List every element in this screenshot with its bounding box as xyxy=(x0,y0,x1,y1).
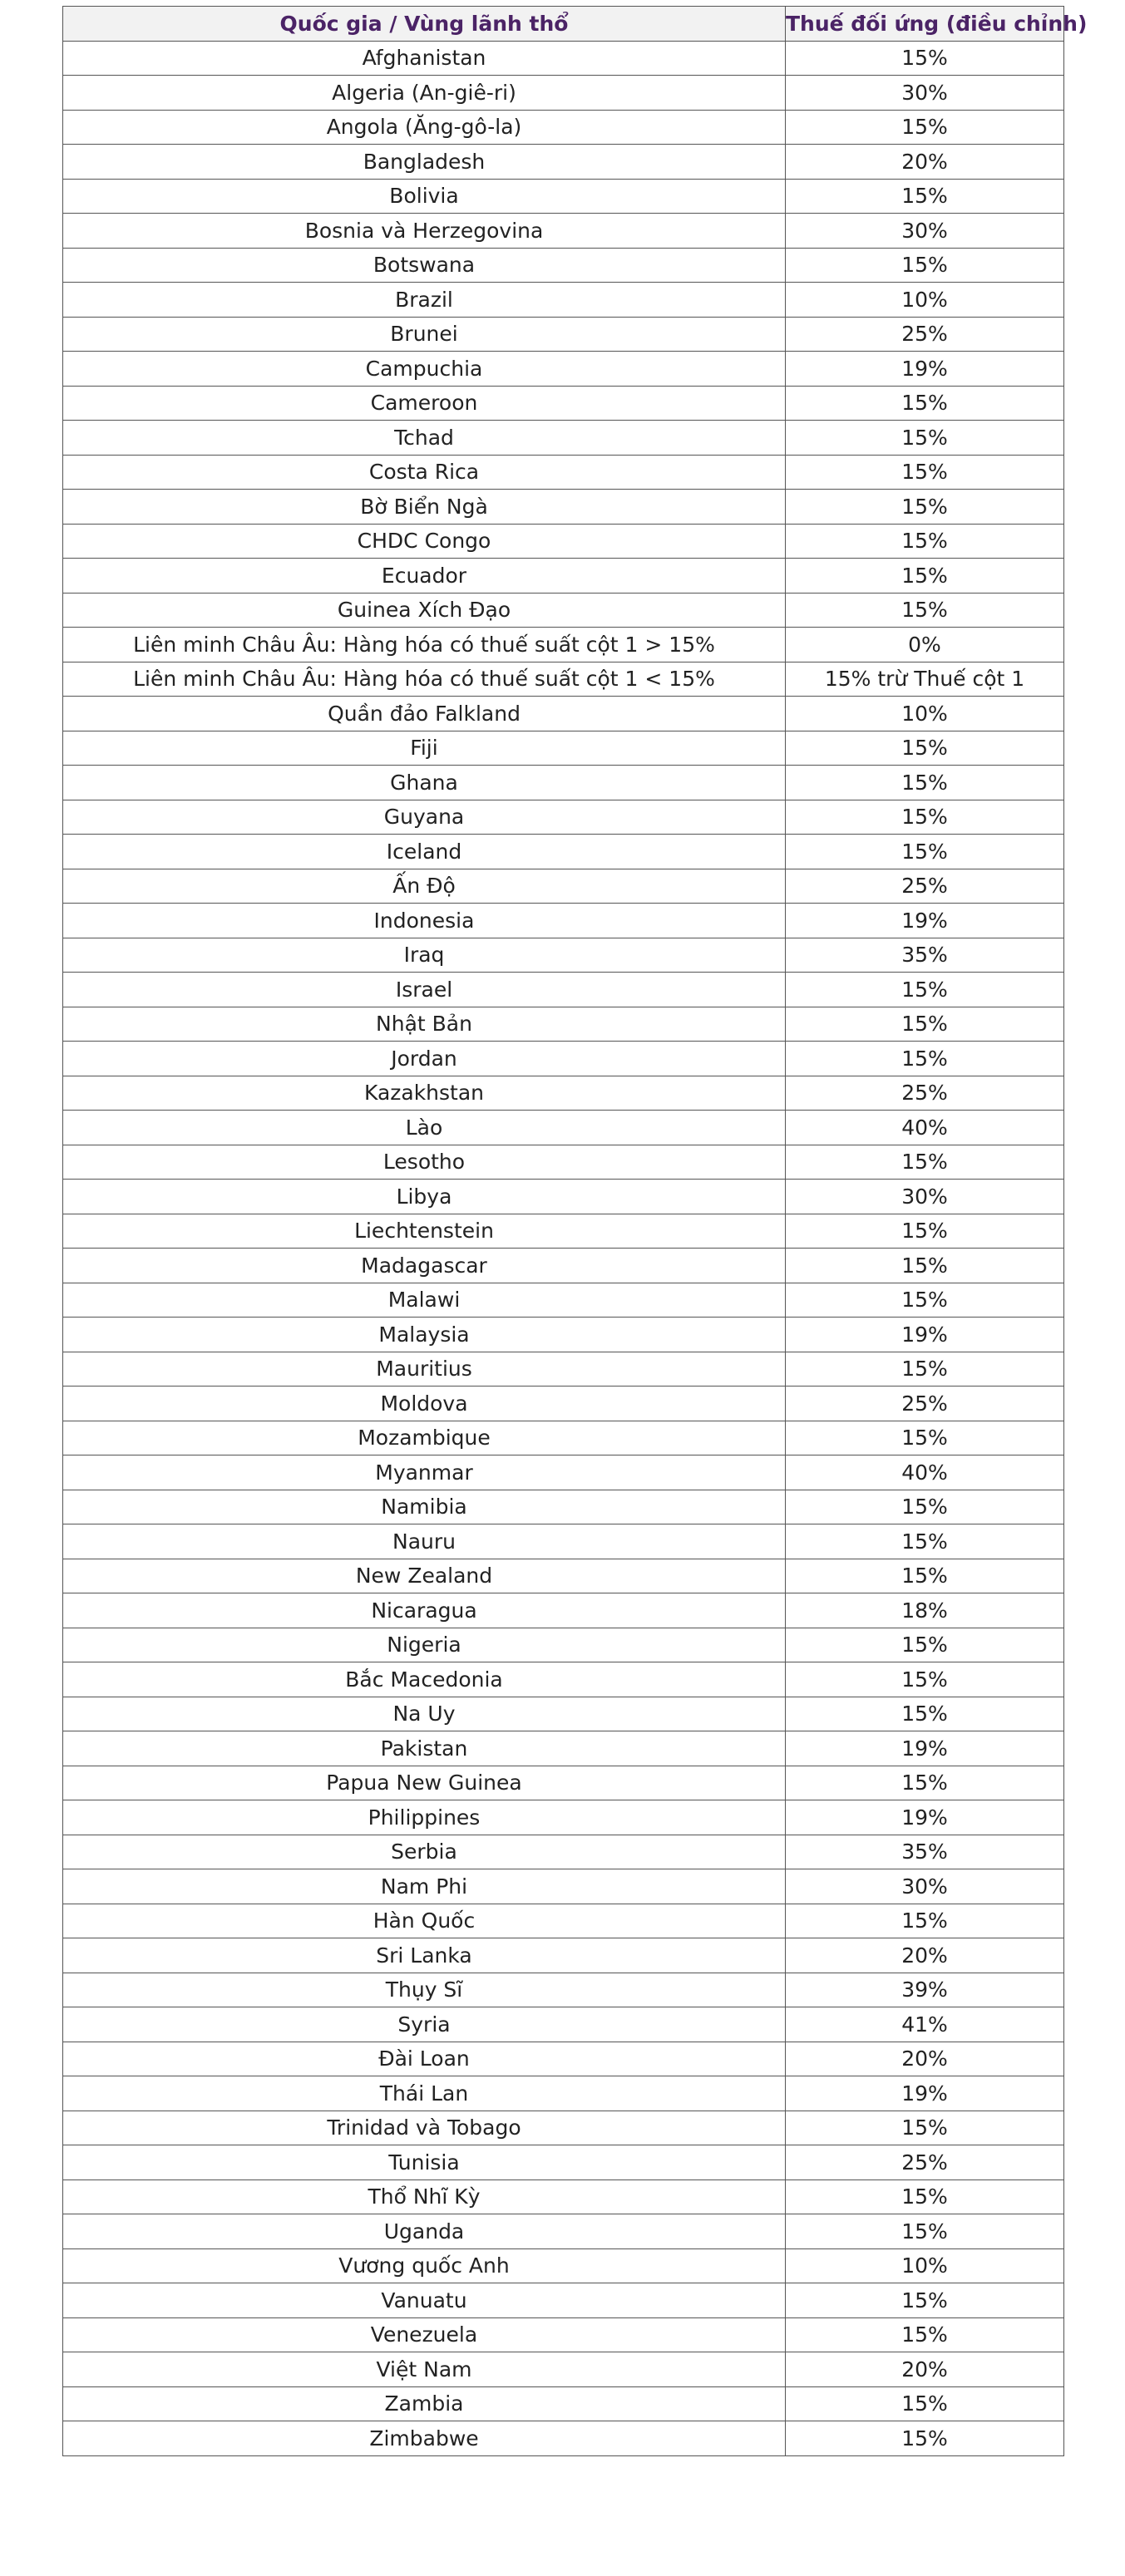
tariff-cell: 30% xyxy=(786,214,1064,249)
country-cell: Venezuela xyxy=(63,2317,786,2352)
tariff-cell: 15% xyxy=(786,1559,1064,1593)
tariff-cell: 25% xyxy=(786,317,1064,352)
tariff-cell: 15% xyxy=(786,731,1064,766)
country-cell: Malaysia xyxy=(63,1318,786,1352)
table-row xyxy=(63,593,1064,628)
country-cell: Quần đảo Falkland xyxy=(63,697,786,731)
country-cell: Campuchia xyxy=(63,352,786,387)
table-row xyxy=(63,697,1064,731)
country-cell: Trinidad và Tobago xyxy=(63,2111,786,2145)
table-row xyxy=(63,904,1064,938)
column-header-country: Quốc gia / Vùng lãnh thổ xyxy=(63,7,786,42)
table-row xyxy=(63,1973,1064,2007)
tariff-cell: 15% xyxy=(786,248,1064,283)
tariff-cell: 41% xyxy=(786,2007,1064,2042)
tariff-cell: 15% xyxy=(786,490,1064,525)
country-cell: Serbia xyxy=(63,1835,786,1869)
tariff-cell: 40% xyxy=(786,1111,1064,1145)
tariff-cell: 19% xyxy=(786,1318,1064,1352)
country-cell: Bosnia và Herzegovina xyxy=(63,214,786,249)
table-row xyxy=(63,1869,1064,1904)
tariff-cell: 15% xyxy=(786,973,1064,1007)
table-row xyxy=(63,1283,1064,1318)
table-row xyxy=(63,455,1064,490)
tariff-cell: 15% xyxy=(786,835,1064,869)
country-cell: Guinea Xích Đạo xyxy=(63,593,786,628)
table-row xyxy=(63,1938,1064,1973)
table-row xyxy=(63,1076,1064,1111)
tariff-cell: 15% xyxy=(786,1249,1064,1283)
table-row xyxy=(63,41,1064,76)
country-cell: Costa Rica xyxy=(63,455,786,490)
table-row xyxy=(63,1421,1064,1455)
country-cell: Vanuatu xyxy=(63,2283,786,2318)
tariff-cell: 15% xyxy=(786,1042,1064,1076)
tariff-cell: 15% xyxy=(786,1697,1064,1731)
country-cell: Madagascar xyxy=(63,1249,786,1283)
tariff-cell: 15% xyxy=(786,800,1064,835)
table-row xyxy=(63,2283,1064,2318)
tariff-cell: 15% xyxy=(786,1007,1064,1042)
tariff-cell: 0% xyxy=(786,628,1064,662)
country-cell: Myanmar xyxy=(63,1455,786,1490)
table-row xyxy=(63,352,1064,387)
tariff-cell: 15% xyxy=(786,2386,1064,2421)
table-row xyxy=(63,1559,1064,1593)
tariff-cell: 15% xyxy=(786,421,1064,456)
table-row xyxy=(63,1524,1064,1559)
table-row xyxy=(63,490,1064,525)
table-row xyxy=(63,559,1064,594)
country-cell: Nam Phi xyxy=(63,1869,786,1904)
tariff-cell: 15% xyxy=(786,2421,1064,2456)
country-cell: Brazil xyxy=(63,283,786,318)
country-cell: Lào xyxy=(63,1111,786,1145)
country-cell: Zimbabwe xyxy=(63,2421,786,2456)
country-cell: Angola (Ăng-gô-la) xyxy=(63,110,786,145)
country-cell: Việt Nam xyxy=(63,2352,786,2387)
country-cell: Bangladesh xyxy=(63,145,786,180)
tariff-cell: 15% xyxy=(786,766,1064,800)
table-row xyxy=(63,1731,1064,1766)
table-row xyxy=(63,1387,1064,1421)
tariff-cell: 15% xyxy=(786,1628,1064,1662)
table-row xyxy=(63,2076,1064,2111)
country-cell: Namibia xyxy=(63,1490,786,1524)
country-cell: Moldova xyxy=(63,1387,786,1421)
tariff-cell: 15% xyxy=(786,1283,1064,1318)
tariff-cell: 19% xyxy=(786,352,1064,387)
tariff-cell: 15% xyxy=(786,1421,1064,1455)
table-row xyxy=(63,1352,1064,1387)
tariff-cell: 15% xyxy=(786,110,1064,145)
table-row xyxy=(63,1180,1064,1214)
tariff-cell: 20% xyxy=(786,2042,1064,2076)
table-row xyxy=(63,2214,1064,2249)
tariff-cell: 15% xyxy=(786,2111,1064,2145)
country-cell: Nhật Bản xyxy=(63,1007,786,1042)
country-cell: Bờ Biển Ngà xyxy=(63,490,786,525)
tariff-cell: 30% xyxy=(786,1869,1064,1904)
tariff-cell: 19% xyxy=(786,1800,1064,1835)
tariff-cell: 15% xyxy=(786,455,1064,490)
country-cell: Pakistan xyxy=(63,1731,786,1766)
table-row xyxy=(63,1214,1064,1249)
table-row xyxy=(63,2111,1064,2145)
country-cell: Ấn Độ xyxy=(63,869,786,904)
tariff-cell: 15% xyxy=(786,1904,1064,1938)
country-cell: Jordan xyxy=(63,1042,786,1076)
table-row xyxy=(63,1007,1064,1042)
country-cell: Algeria (An-giê-ri) xyxy=(63,76,786,111)
country-cell: Vương quốc Anh xyxy=(63,2248,786,2283)
table-row xyxy=(63,766,1064,800)
table-row xyxy=(63,835,1064,869)
table-row xyxy=(63,145,1064,180)
table-row xyxy=(63,1800,1064,1835)
country-cell: Indonesia xyxy=(63,904,786,938)
tariff-cell: 35% xyxy=(786,938,1064,973)
tariff-cell: 15% xyxy=(786,2317,1064,2352)
country-cell: Zambia xyxy=(63,2386,786,2421)
table-row xyxy=(63,2248,1064,2283)
tariff-cell: 10% xyxy=(786,2248,1064,2283)
tariff-cell: 25% xyxy=(786,869,1064,904)
country-cell: Malawi xyxy=(63,1283,786,1318)
tariff-cell: 15% trừ Thuế cột 1 xyxy=(786,662,1064,697)
country-cell: CHDC Congo xyxy=(63,524,786,559)
table-row xyxy=(63,1042,1064,1076)
country-cell: Tunisia xyxy=(63,2145,786,2180)
tariff-cell: 15% xyxy=(786,559,1064,594)
tariff-cell: 15% xyxy=(786,2180,1064,2214)
tariff-cell: 15% xyxy=(786,2214,1064,2249)
country-cell: New Zealand xyxy=(63,1559,786,1593)
table-row xyxy=(63,2180,1064,2214)
country-cell: Iceland xyxy=(63,835,786,869)
table-row xyxy=(63,1904,1064,1938)
country-cell: Thụy Sĩ xyxy=(63,1973,786,2007)
table-row xyxy=(63,731,1064,766)
country-cell: Botswana xyxy=(63,248,786,283)
tariff-cell: 10% xyxy=(786,697,1064,731)
country-cell: Hàn Quốc xyxy=(63,1904,786,1938)
table-header-row xyxy=(63,7,1064,42)
tariff-cell: 15% xyxy=(786,1524,1064,1559)
table-row xyxy=(63,214,1064,249)
country-cell: Ghana xyxy=(63,766,786,800)
table-row xyxy=(63,76,1064,111)
country-cell: Liên minh Châu Âu: Hàng hóa có thuế suất cột 1 > 15% xyxy=(63,628,786,662)
table-row xyxy=(63,317,1064,352)
country-cell: Bắc Macedonia xyxy=(63,1662,786,1697)
table-row xyxy=(63,800,1064,835)
table-row xyxy=(63,2317,1064,2352)
country-cell: Tchad xyxy=(63,421,786,456)
table-row xyxy=(63,179,1064,214)
country-cell: Kazakhstan xyxy=(63,1076,786,1111)
country-cell: Ecuador xyxy=(63,559,786,594)
tariff-cell: 30% xyxy=(786,1180,1064,1214)
country-cell: Guyana xyxy=(63,800,786,835)
tariff-cell: 15% xyxy=(786,1766,1064,1800)
country-cell: Brunei xyxy=(63,317,786,352)
tariff-cell: 15% xyxy=(786,1662,1064,1697)
tariff-cell: 25% xyxy=(786,1387,1064,1421)
country-cell: Mauritius xyxy=(63,1352,786,1387)
table-row xyxy=(63,2421,1064,2456)
table-row xyxy=(63,1766,1064,1800)
table-row xyxy=(63,1111,1064,1145)
tariff-cell: 20% xyxy=(786,145,1064,180)
country-cell: Papua New Guinea xyxy=(63,1766,786,1800)
table-row xyxy=(63,1455,1064,1490)
table-body xyxy=(63,41,1064,2455)
table-row xyxy=(63,248,1064,283)
table-row xyxy=(63,662,1064,697)
table-row xyxy=(63,938,1064,973)
tariff-cell: 15% xyxy=(786,593,1064,628)
tariff-cell: 15% xyxy=(786,1214,1064,1249)
country-cell: Philippines xyxy=(63,1800,786,1835)
tariff-cell: 19% xyxy=(786,2076,1064,2111)
country-cell: Libya xyxy=(63,1180,786,1214)
table-row xyxy=(63,283,1064,318)
country-cell: Uganda xyxy=(63,2214,786,2249)
table-row xyxy=(63,1145,1064,1180)
country-cell: Sri Lanka xyxy=(63,1938,786,1973)
tariff-cell: 15% xyxy=(786,386,1064,421)
country-cell: Iraq xyxy=(63,938,786,973)
table-row xyxy=(63,1835,1064,1869)
country-cell: Mozambique xyxy=(63,1421,786,1455)
table-row xyxy=(63,524,1064,559)
tariff-cell: 15% xyxy=(786,1352,1064,1387)
table-row xyxy=(63,2352,1064,2387)
tariff-cell: 35% xyxy=(786,1835,1064,1869)
table-row xyxy=(63,1628,1064,1662)
country-cell: Israel xyxy=(63,973,786,1007)
tariff-cell: 20% xyxy=(786,2352,1064,2387)
country-cell: Liên minh Châu Âu: Hàng hóa có thuế suất cột 1 < 15% xyxy=(63,662,786,697)
tariff-cell: 15% xyxy=(786,1490,1064,1524)
tariff-table xyxy=(62,6,1088,2456)
country-cell: Thổ Nhĩ Kỳ xyxy=(63,2180,786,2214)
tariff-cell: 15% xyxy=(786,2283,1064,2318)
tariff-cell: 19% xyxy=(786,904,1064,938)
country-cell: Na Uy xyxy=(63,1697,786,1731)
tariff-cell: 15% xyxy=(786,1145,1064,1180)
table-row xyxy=(63,2007,1064,2042)
table-row xyxy=(63,386,1064,421)
table-row xyxy=(63,421,1064,456)
tariff-cell: 18% xyxy=(786,1593,1064,1628)
tariff-cell: 25% xyxy=(786,2145,1064,2180)
tariff-cell: 30% xyxy=(786,76,1064,111)
table-row xyxy=(63,1662,1064,1697)
tariff-cell: 25% xyxy=(786,1076,1064,1111)
table-row xyxy=(63,1697,1064,1731)
table-row xyxy=(63,2145,1064,2180)
country-cell: Nigeria xyxy=(63,1628,786,1662)
country-cell: Syria xyxy=(63,2007,786,2042)
table-row xyxy=(63,973,1064,1007)
country-cell: Afghanistan xyxy=(63,41,786,76)
tariff-cell: 19% xyxy=(786,1731,1064,1766)
tariff-cell: 15% xyxy=(786,524,1064,559)
table-row xyxy=(63,1318,1064,1352)
tariff-cell: 15% xyxy=(786,179,1064,214)
tariff-cell: 39% xyxy=(786,1973,1064,2007)
table-row xyxy=(63,628,1064,662)
tariff-cell: 10% xyxy=(786,283,1064,318)
country-cell: Nicaragua xyxy=(63,1593,786,1628)
tariff-cell: 40% xyxy=(786,1455,1064,1490)
tariff-cell: 15% xyxy=(786,41,1064,76)
country-cell: Liechtenstein xyxy=(63,1214,786,1249)
country-cell: Cameroon xyxy=(63,386,786,421)
column-header-tariff: Thuế đối ứng (điều chỉnh) xyxy=(786,7,1064,42)
tariff-cell: 20% xyxy=(786,1938,1064,1973)
table-row xyxy=(63,110,1064,145)
table-row xyxy=(63,1249,1064,1283)
table-row xyxy=(63,1490,1064,1524)
table-row xyxy=(63,1593,1064,1628)
country-cell: Thái Lan xyxy=(63,2076,786,2111)
country-cell: Bolivia xyxy=(63,179,786,214)
country-cell: Đài Loan xyxy=(63,2042,786,2076)
table-row xyxy=(63,869,1064,904)
table-row xyxy=(63,2042,1064,2076)
country-cell: Lesotho xyxy=(63,1145,786,1180)
table-row xyxy=(63,2386,1064,2421)
country-cell: Nauru xyxy=(63,1524,786,1559)
country-cell: Fiji xyxy=(63,731,786,766)
